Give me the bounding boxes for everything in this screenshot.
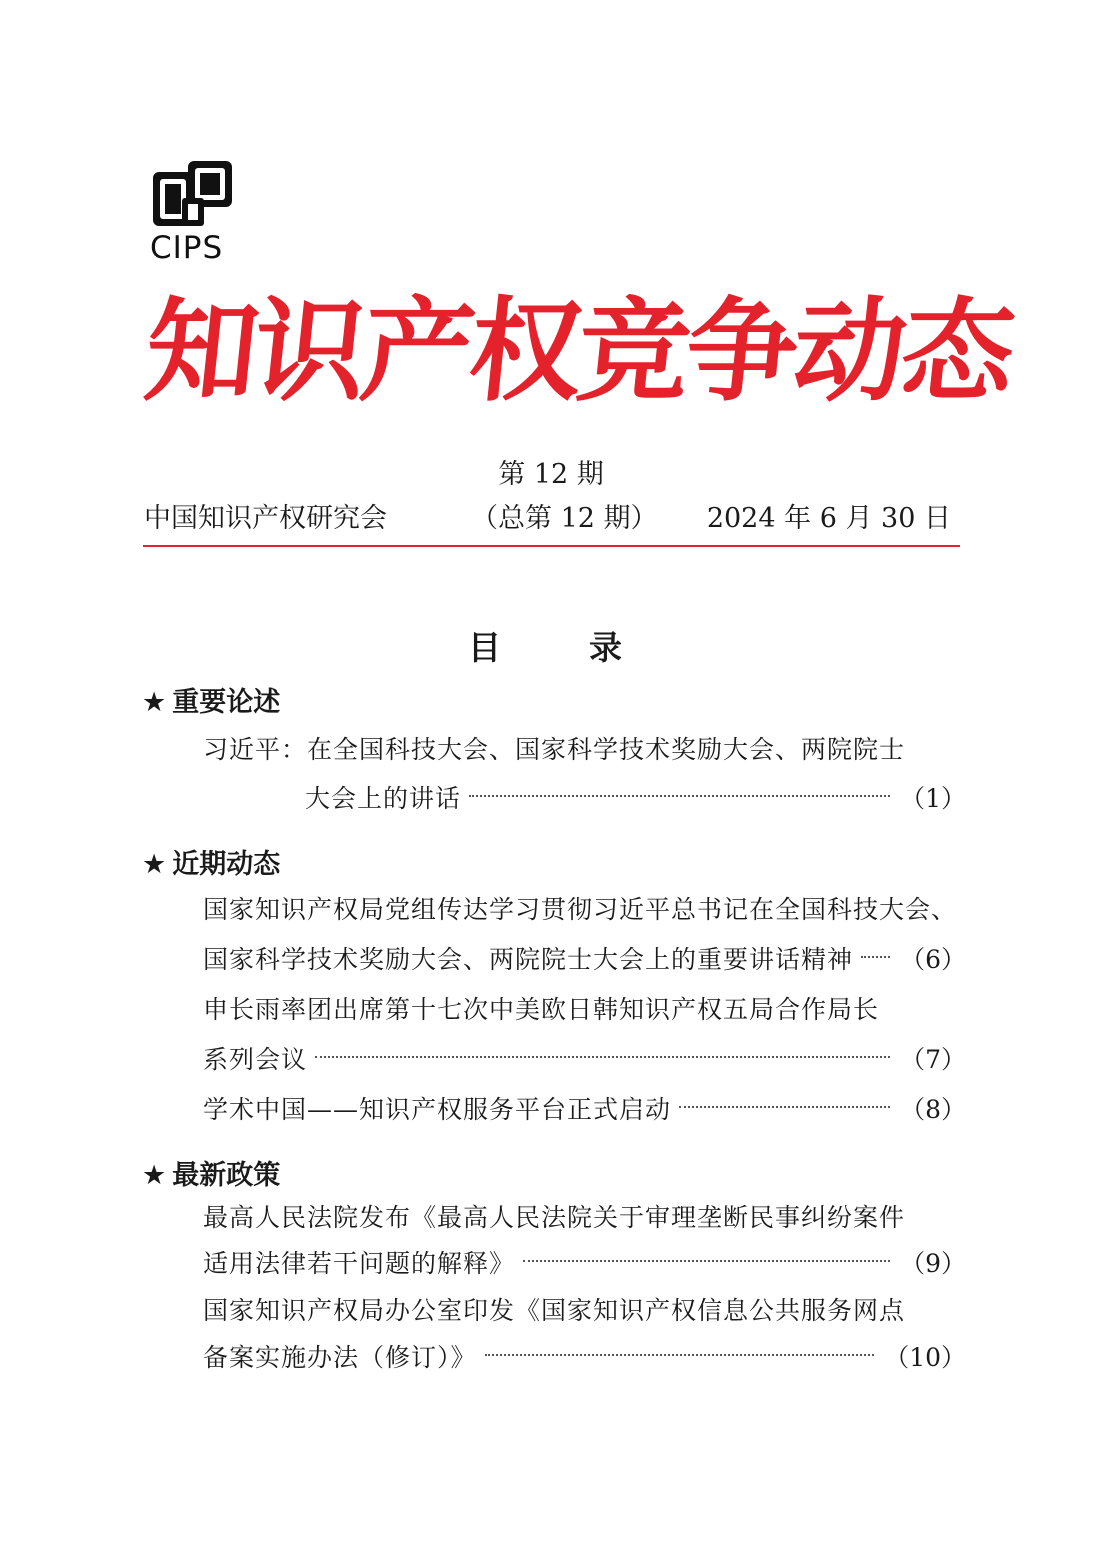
toc-entry-line[interactable] — [203, 1198, 966, 1238]
dot-leader — [315, 1056, 890, 1058]
toc-entry-text: 备案实施办法（修订）》 — [203, 1343, 477, 1372]
page-number: （9） — [900, 1249, 966, 1278]
toc-entry-line[interactable] — [203, 940, 966, 980]
page-number: （8） — [900, 1095, 966, 1124]
toc-entry-line[interactable] — [203, 1040, 966, 1080]
toc-title-char-1: 目 — [468, 628, 501, 667]
star-icon: ★ — [142, 687, 167, 718]
toc-entry-line[interactable] — [203, 1291, 966, 1331]
toc-entry-text: 学术中国——知识产权服务平台正式启动 — [203, 1095, 672, 1124]
toc-entry-line[interactable] — [203, 1338, 966, 1378]
toc-entry-text: 系列会议 — [203, 1045, 308, 1074]
star-icon: ★ — [142, 1160, 167, 1191]
toc-section-heading — [142, 1153, 280, 1192]
dot-leader — [523, 1260, 890, 1262]
toc-title — [468, 622, 622, 669]
toc-entry-line[interactable] — [203, 1244, 966, 1284]
toc-entry-text: 国家知识产权局办公室印发《国家知识产权信息公共服务网点 — [203, 1296, 906, 1325]
issue-date: 2024 年 6 月 30 日 — [706, 503, 951, 534]
toc-entry-text: 国家知识产权局党组传达学习贯彻习近平总书记在全国科技大会、 — [203, 895, 958, 924]
toc-entry-text: 国家科学技术奖励大会、两院院士大会上的重要讲话精神 — [203, 945, 854, 974]
page-number: （1） — [900, 784, 966, 813]
dot-leader — [485, 1354, 875, 1356]
page-number: （6） — [900, 945, 966, 974]
masthead-title: 知识产权竞争动态 — [139, 286, 1017, 417]
toc-title-char-2: 录 — [589, 628, 622, 667]
dot-leader — [469, 795, 890, 797]
dot-leader — [679, 1106, 890, 1108]
section-heading-text: 近期动态 — [172, 849, 281, 880]
toc-entry-line[interactable] — [203, 990, 966, 1030]
organization-name: 中国知识产权研究会 — [144, 503, 387, 534]
page-number: （7） — [900, 1045, 966, 1074]
logo-text: CIPS — [150, 230, 224, 266]
toc-entry-line[interactable] — [305, 779, 966, 819]
toc-entry-text: 最高人民法院发布《最高人民法院关于审理垄断民事纠纷案件 — [203, 1203, 906, 1232]
toc-entry-text: 大会上的讲话 — [305, 784, 462, 813]
toc-entry-line[interactable] — [203, 890, 966, 930]
star-icon: ★ — [142, 849, 167, 880]
toc-entry-line[interactable] — [203, 1090, 966, 1130]
section-heading-text: 最新政策 — [172, 1160, 281, 1191]
issue-info-row — [144, 496, 959, 536]
toc-entry-text: 申长雨率团出席第十七次中美欧日韩知识产权五局合作局长 — [203, 995, 880, 1024]
dot-leader — [861, 956, 890, 958]
toc-entry-text: 适用法律若干问题的解释》 — [203, 1249, 516, 1278]
toc-entry-line[interactable] — [203, 730, 966, 770]
toc-section-heading — [142, 842, 280, 881]
total-issue-number: （总第 12 期） — [471, 503, 658, 534]
page-number: （10） — [884, 1343, 966, 1372]
red-divider — [143, 545, 960, 547]
toc-entry-text: 习近平：在全国科技大会、国家科学技术奖励大会、两院院士 — [203, 735, 906, 764]
cips-emblem-icon — [150, 158, 236, 230]
toc-section-heading — [142, 680, 280, 719]
section-heading-text: 重要论述 — [172, 687, 281, 718]
issue-number: 第 12 期 — [498, 459, 604, 490]
cips-logo — [150, 158, 238, 268]
